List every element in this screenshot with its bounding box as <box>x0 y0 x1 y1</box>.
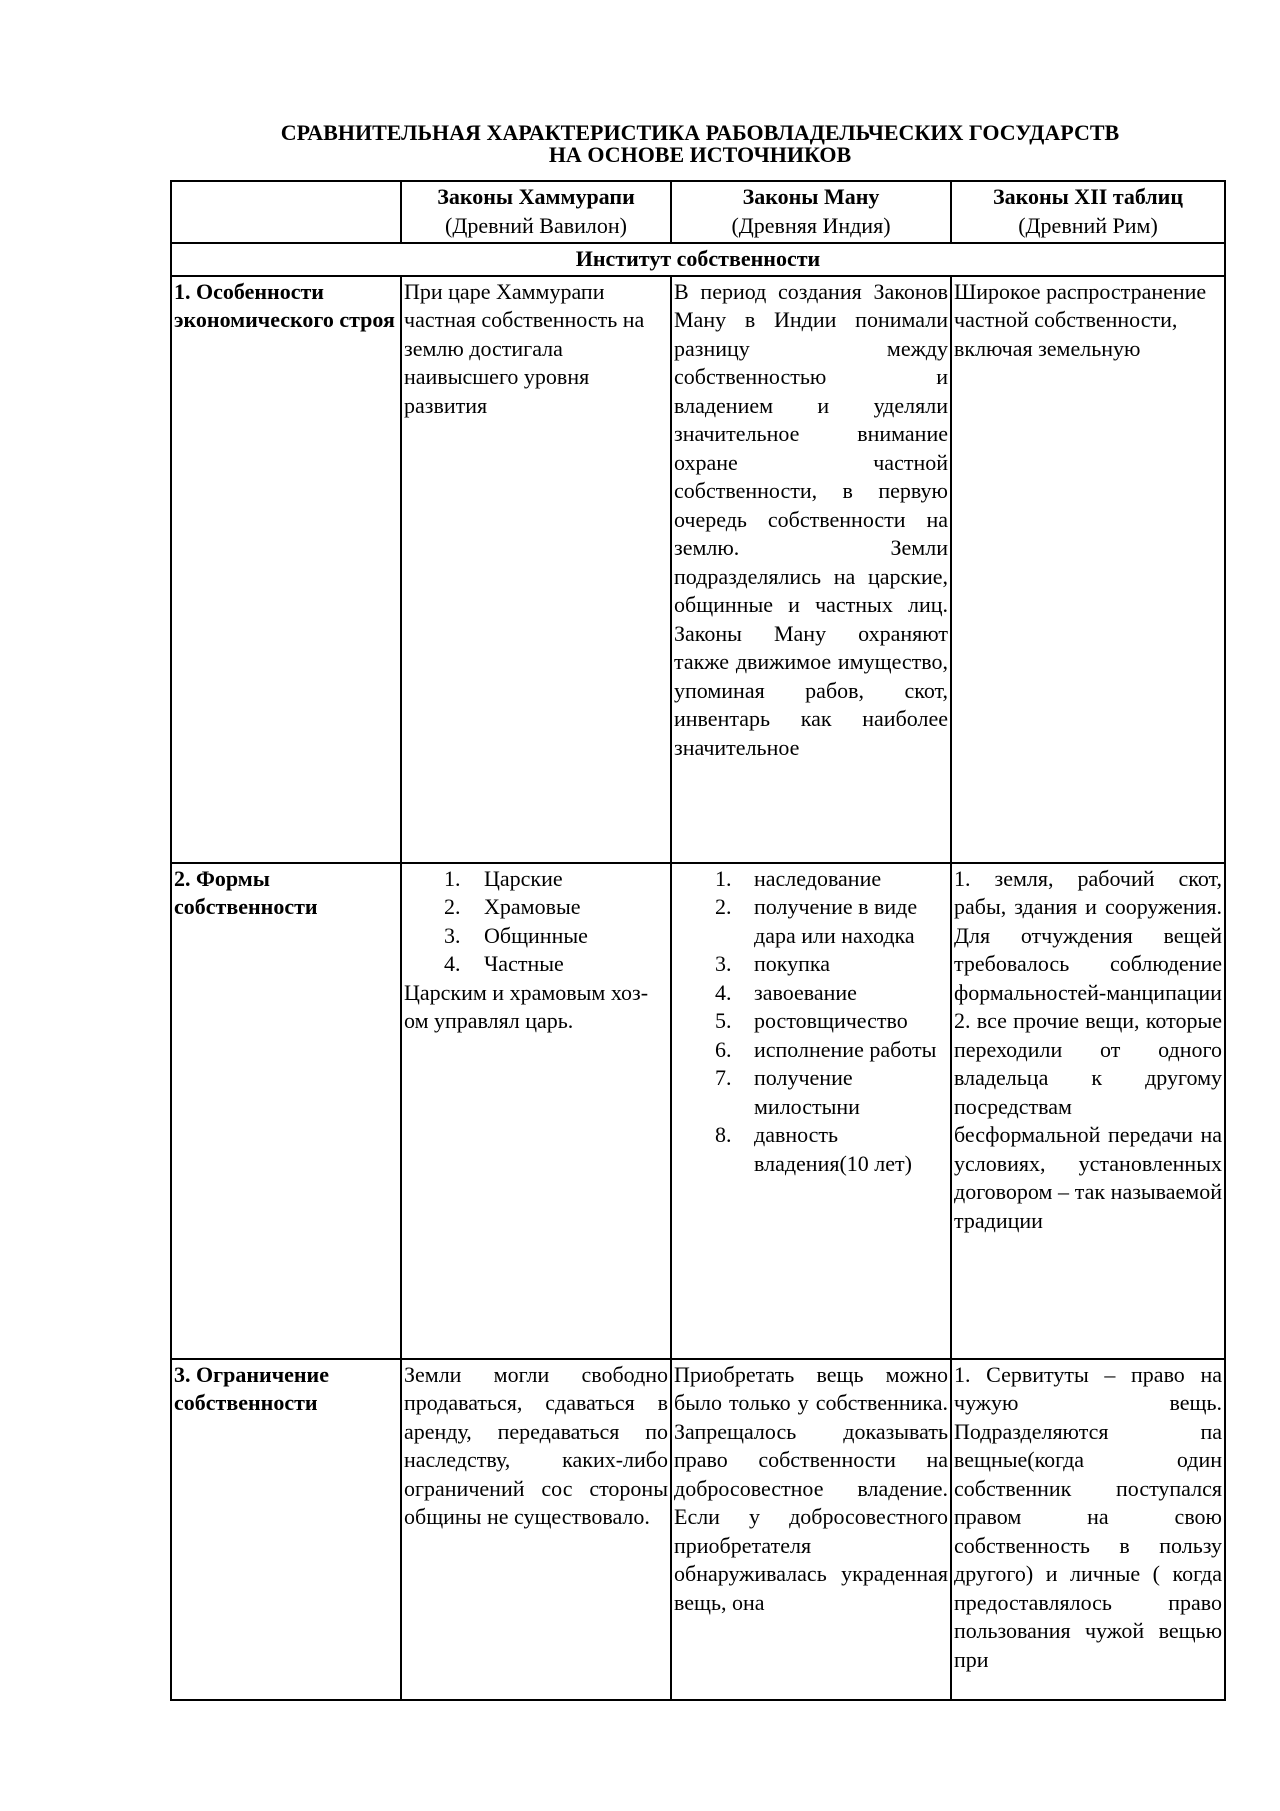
header-twelve-tables <box>951 181 1225 243</box>
cell-hammurabi: При царе Хаммурапи частная собственность на землю достигала наивысшего уровня развития <box>401 276 671 863</box>
header-twelve-tables-sub: (Древний Рим) <box>1018 212 1158 238</box>
list-item: 4. Частные <box>444 951 564 976</box>
page-title <box>170 122 1230 166</box>
table-row <box>171 863 1225 1359</box>
header-hammurabi-sub: (Древний Вавилон) <box>445 212 627 238</box>
header-empty-cell <box>171 181 401 243</box>
list-item: 1. Царские <box>444 865 563 891</box>
things-paragraph-2: 2. все прочие вещи, которые переходили от одного владельца к другому посредствам бесформальной передачи на условиях, установленных договором – так называемой традиции <box>954 1008 1222 1233</box>
things-paragraph-1: 1. земля, рабочий скот, рабы, здания и сооружения. Для отчуждения вещей требовалось соблюдение формальностей-манципации <box>954 865 1222 1005</box>
cell-hammurabi: Земли могли свободно продаваться, сдаваться в аренду, передаваться по наследству, каких-либо ограничений сос стороны общины не существовало. <box>401 1359 671 1700</box>
cell-manu: Приобретать вещь можно было только у собственника. Запрещалось доказывать право собственности на добросовестное владение. Если у добросовестного приобретателя обнаруживалась украденная вещь, она <box>671 1359 951 1700</box>
list-item: 2. получение в виде дара или находка <box>715 894 918 948</box>
section-title: Институт собственности <box>171 243 1225 276</box>
header-manu <box>671 181 951 243</box>
list-item: 1. наследование <box>715 865 882 891</box>
forms-note: Царским и храмовым хоз-ом управлял царь. <box>404 979 649 1033</box>
list-item: 6. исполнение работы <box>715 1036 937 1062</box>
list-item: 8. давность владения(10 лет) <box>715 1122 912 1176</box>
row-label: 3. Ограничение собственности <box>171 1359 401 1700</box>
forms-list <box>404 865 668 979</box>
list-item: 4. завоевание <box>715 979 857 1005</box>
cell-manu: В период создания Законов Ману в Индии понимали разницу между собственностью и владением и уделяли значительное внимание охране частной собственности, в первую очередь собственности на землю. Земли подразделялись на царские, общинные и частных лиц. Законы Ману охраняют также движимое имущество, упоминая рабов, скот, инвентарь как наиболее значительное <box>671 276 951 863</box>
row-label: 2. Формы собственности <box>171 863 401 1359</box>
header-row <box>171 181 1225 243</box>
title-line-1: СРАВНИТЕЛЬНАЯ ХАРАКТЕРИСТИКА РАБОВЛАДЕЛЬЧЕСКИХ ГОСУДАРСТВ <box>280 120 1120 145</box>
table-row <box>171 1359 1225 1700</box>
acquisition-list <box>674 865 948 1179</box>
cell-hammurabi <box>401 863 671 1359</box>
list-item: 3. покупка <box>715 951 831 976</box>
cell-manu <box>671 863 951 1359</box>
comparison-table <box>170 180 1226 1701</box>
header-manu-name: Законы Ману <box>742 184 880 209</box>
header-twelve-tables-name: Законы XII таблиц <box>992 184 1184 209</box>
header-hammurabi <box>401 181 671 243</box>
cell-twelve-tables: 1. Сервитуты – право на чужую вещь. Подразделяются па вещные(когда один собственник поступался правом на свою собственность в пользу другого) и личные ( когда предоставлялось право пользования чужой вещью при <box>951 1359 1225 1700</box>
section-row <box>171 243 1225 276</box>
list-item: 7. получение милостыни <box>715 1065 860 1119</box>
row-label: 1. Особенности экономического строя <box>171 276 401 863</box>
title-line-2: НА ОСНОВЕ ИСТОЧНИКОВ <box>548 142 852 167</box>
list-item: 2. Храмовые <box>444 894 581 919</box>
cell-twelve-tables: Широкое распространение частной собственности, включая земельную <box>951 276 1225 863</box>
table-row <box>171 276 1225 863</box>
cell-twelve-tables <box>951 863 1225 1359</box>
list-item: 5. ростовщичество <box>715 1008 908 1033</box>
list-item: 3. Общинные <box>444 922 588 948</box>
header-manu-sub: (Древняя Индия) <box>731 212 891 238</box>
header-hammurabi-name: Законы Хаммурапи <box>437 184 635 209</box>
